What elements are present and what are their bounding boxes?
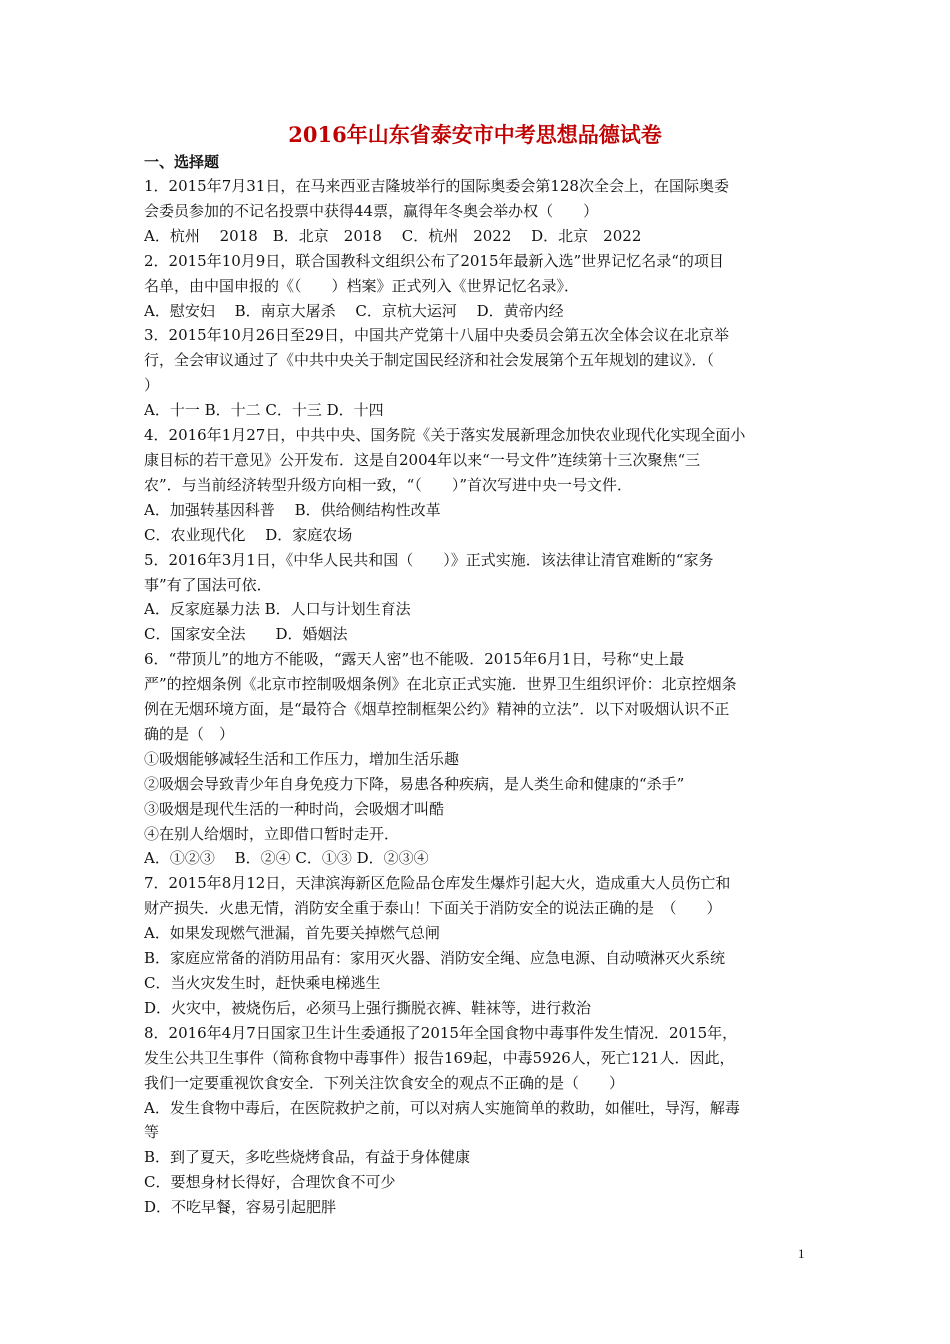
text-line: 事”有了国法可依． [144, 575, 272, 594]
text-line: 8．2016年4月7日国家卫生计生委通报了2015年全国食物中毒事件发生情况．2015年， [144, 1023, 738, 1042]
text-line: B．到了夏天，多吃些烧烤食品，有益于身体健康 [144, 1148, 471, 1167]
text-line: 1．2015年7月31日，在马来西亚吉隆坡举行的国际奥委会第128次全会上，在国际奥委 [144, 177, 729, 195]
text-line: A．十一 B．十二 C．十三 D．十四 [144, 401, 384, 420]
text-line: A．杭州 2018 B．北京 2018 C．杭州 2022 D．北京 2022 [144, 226, 642, 245]
text-line: 2．2015年10月9日，联合国教科文组织公布了2015年最新入选”世界记忆名录“的项目 [144, 251, 724, 270]
text-line: A．反家庭暴力法 B．人口与计划生育法 [144, 600, 411, 619]
text-line: 严”的控烟条例《北京市控制吸烟条例》在北京正式实施．世界卫生组织评价：北京控烟条 [144, 675, 737, 694]
text-line: C．当火灾发生时，赶快乘电梯逃生 [144, 974, 381, 992]
text-line: 确的是（ ） [144, 724, 235, 743]
text-line: 发生公共卫生事件（简称食物中毒事件）报告169起，中毒5926人，死亡121人．因此， [144, 1048, 735, 1067]
section-heading: 一、选择题 [144, 153, 220, 171]
text-line: A．如果发现燃气泄漏，首先要关掉燃气总闸 [144, 924, 440, 943]
text-line: 行，全会审议通过了《中共中央关于制定国民经济和社会发展第个五年规划的建议》．（ [144, 351, 715, 370]
text-line: A．发生食物中毒后，在医院救护之前，可以对病人实施简单的救助，如催吐，导泻，解毒 [144, 1098, 740, 1117]
text-line: D．火灾中，被烧伤后，必须马上强行撕脱衣裤、鞋袜等，进行救治 [144, 998, 592, 1017]
text-line: B．家庭应常备的消防用品有：家用灭火器、消防安全绳、应急电源、自动喷淋灭火系统 [144, 949, 726, 968]
text-line: C．要想身材长得好，合理饮食不可少 [144, 1173, 396, 1192]
text-line: 5．2016年3月1日，《中华人民共和国（ ）》正式实施．该法律让清官难断的“家务 [144, 550, 714, 569]
text-line: 康目标的若干意见》公开发布．这是自2004年以来“一号文件”连续第十三次聚焦“三 [144, 450, 701, 469]
page-title: 2016年山东省泰安市中考思想品德试卷 [288, 122, 662, 147]
text-line: 财产损失．火患无情，消防安全重于泰山！下面关于消防安全的说法正确的是 （ ） [144, 899, 722, 918]
text-line: C．国家安全法 D．婚姻法 [144, 625, 348, 644]
text-line: 农”．与当前经济转型升级方向相一致，“（ ）”首次写进中央一号文件． [144, 475, 633, 494]
text-line: A．①②③ B．②④ C．①③ D．②③④ [144, 849, 429, 868]
page-number: 1 [798, 1246, 805, 1261]
text-line: 名单，由中国申报的《（ ）档案》正式列入《世界记忆名录》． [144, 276, 580, 295]
text-line: 会委员参加的不记名投票中获得44票，赢得年冬奥会举办权（ ） [144, 201, 599, 220]
text-line: 例在无烟环境方面，是“最符合《烟草控制框架公约》精神的立法”．以下对吸烟认识不正 [144, 700, 730, 719]
text-line: A．慰安妇 B．南京大屠杀 C．京杭大运河 D．黄帝内经 [144, 301, 564, 320]
text-line: 6．“带顶儿”的地方不能吸，“露天人密”也不能吸．2015年6月1日，号称“史上最 [144, 650, 685, 669]
question-body [144, 174, 812, 1220]
text-line: A．加强转基因科普 B．供给侧结构性改革 [144, 500, 441, 519]
text-line: ④在别人给烟时，立即借口暂时走开． [144, 824, 400, 843]
text-line: 3．2015年10月26日至29日，中国共产党第十八届中央委员会第五次全体会议在北京举 [144, 326, 729, 345]
text-line: 4．2016年1月27日，中共中央、国务院《关于落实发展新理念加快农业现代化实现全面小 [144, 426, 746, 445]
text-line: ②吸烟会导致青少年自身免疫力下降，易患各种疾病，是人类生命和健康的“杀手” [144, 774, 685, 793]
text-line: 7．2015年8月12日，天津滨海新区危险品仓库发生爆炸引起大火，造成重大人员伤亡和 [144, 874, 731, 893]
text-line: D．不吃早餐，容易引起肥胖 [144, 1198, 337, 1217]
text-line: ③吸烟是现代生活的一种时尚，会吸烟才叫酷 [144, 799, 445, 818]
text-line: ①吸烟能够减轻生活和工作压力，增加生活乐趣 [144, 749, 460, 768]
text-line: 等 [144, 1123, 160, 1142]
text-line: 我们一定要重视饮食安全．下列关注饮食安全的观点不正确的是（ ） [144, 1073, 625, 1092]
text-line: ） [144, 376, 160, 395]
text-line: C．农业现代化 D．家庭农场 [144, 525, 353, 544]
